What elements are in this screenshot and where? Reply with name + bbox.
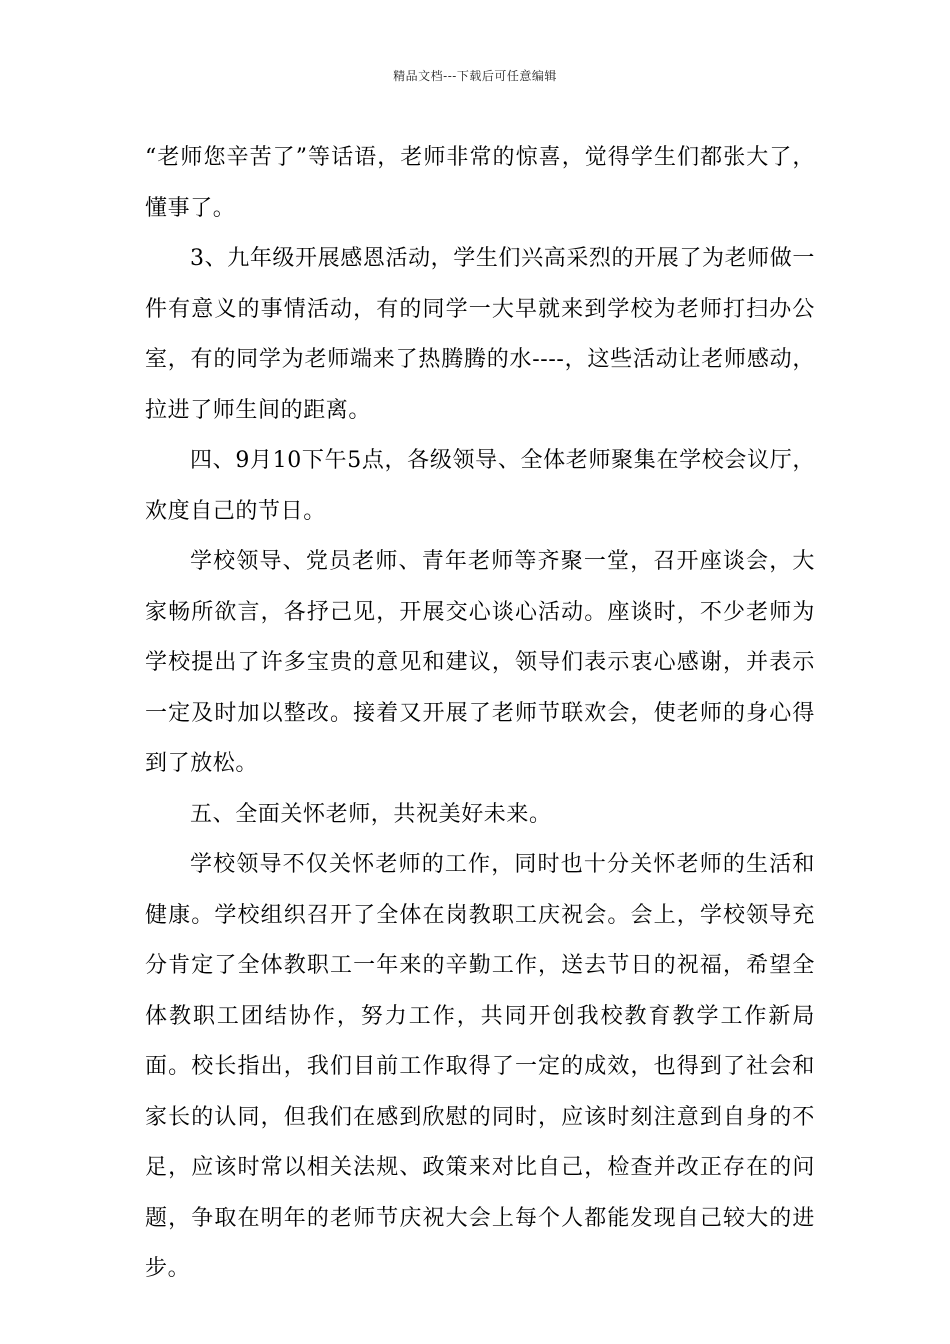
paragraph-symposium: 学校领导、党员老师、青年老师等齐聚一堂，召开座谈会，大家畅所欲言，各抒己见，开展交心谈心活动。座谈时，不少老师为学校提出了许多宝贵的意见和建议，领导们表示衷心感谢，并表示一定及时加以整改。接着又开展了老师节联欢会，使老师的身心得到了放松。 [145, 549, 815, 776]
document-body [145, 133, 815, 1295]
paragraph-section-four: 四、9月10下午5点，各级领导、全体老师聚集在学校会议厅，欢度自己的节日。 [145, 448, 815, 524]
paragraph-section-five: 五、全面关怀老师，共祝美好未来。 [190, 801, 552, 827]
paragraph-continuation: “老师您辛苦了”等话语，老师非常的惊喜，觉得学生们都张大了，懂事了。 [145, 145, 815, 221]
page-header: 精品文档---下载后可任意编辑 [393, 69, 557, 83]
paragraph-grade9-activity: 3、九年级开展感恩活动，学生们兴高采烈的开展了为老师做一件有意义的事情活动，有的同学一大早就来到学校为老师打扫办公室，有的同学为老师端来了热腾腾的水----，这些活动让老师感动，拉进了师生间的距离。 [145, 246, 815, 423]
paragraph-care-for-teachers: 学校领导不仅关怀老师的工作，同时也十分关怀老师的生活和健康。学校组织召开了全体在岗教职工庆祝会。会上，学校领导充分肯定了全体教职工一年来的辛勤工作，送去节日的祝福，希望全体教职工团结协作，努力工作，共同开创我校教育教学工作新局面。校长指出，我们目前工作取得了一定的成效，也得到了社会和家长的认同，但我们在感到欣慰的同时，应该时刻注意到自身的不足，应该时常以相关法规、政策来对比自己，检查并改正存在的问题，争取在明年的老师节庆祝大会上每个人都能发现自己较大的进步。 [145, 852, 815, 1281]
